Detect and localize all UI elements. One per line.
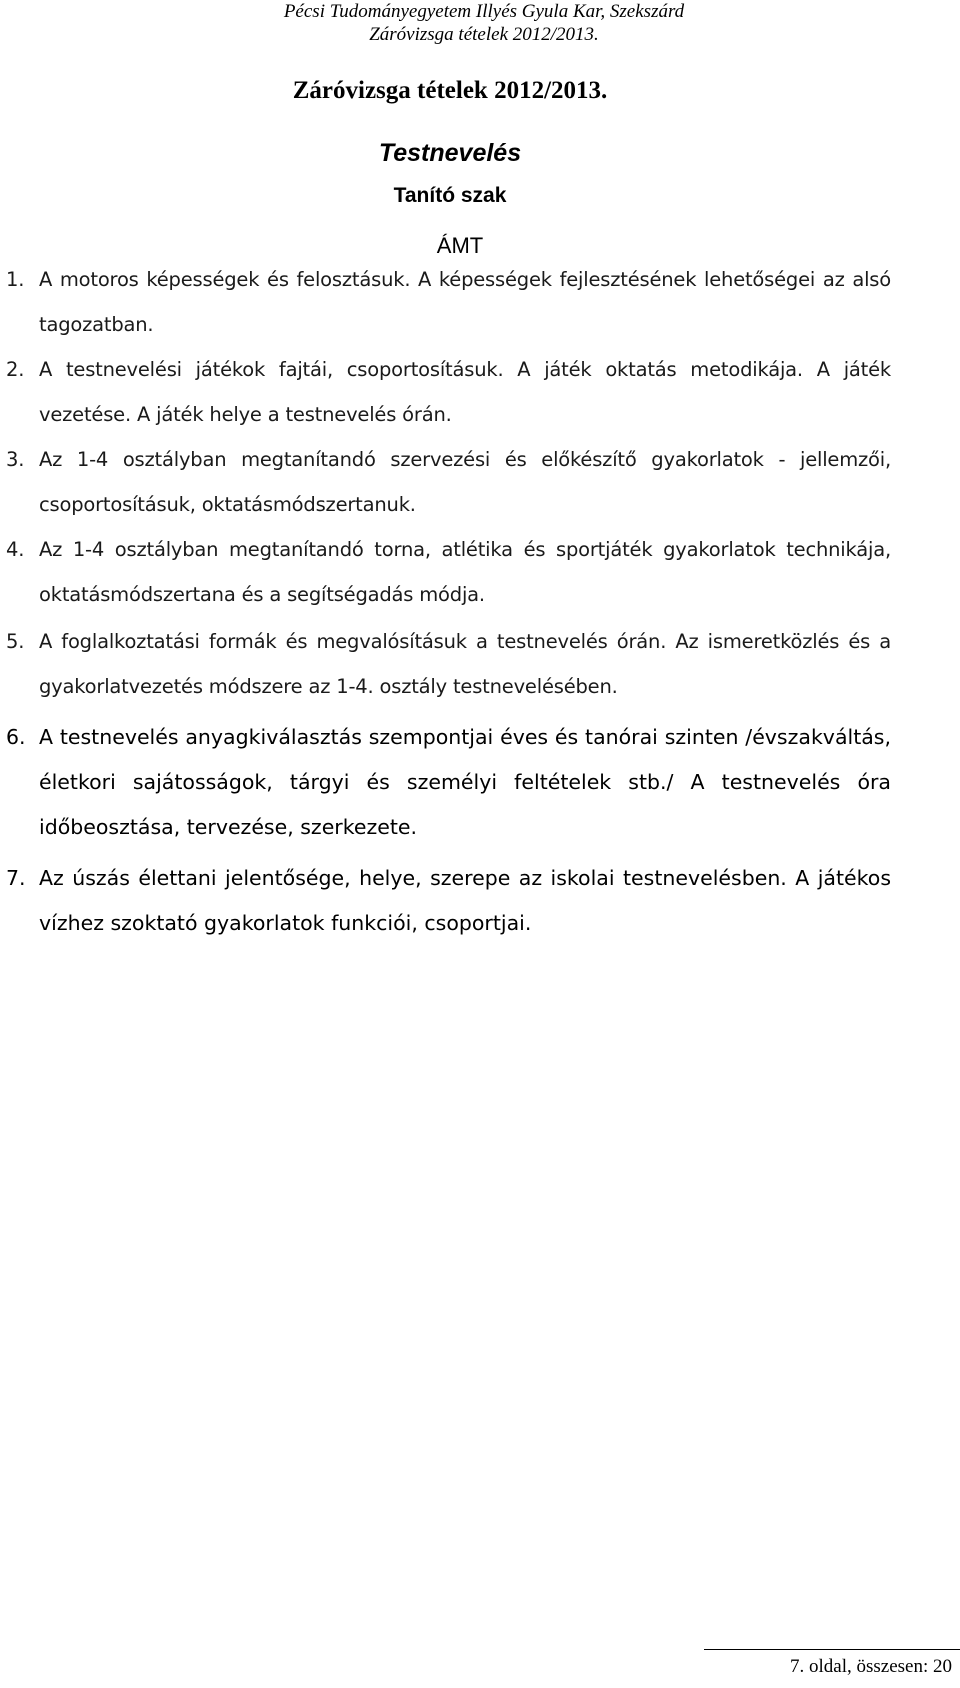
- topic-number: 3.: [6, 448, 25, 471]
- topic-text: A foglalkoztatási formák és megvalósításuk a testnevelés órán. Az ismeretközlés és a gyakorlatvezetés módszere az 1-4. osztály testnevelésében.: [39, 630, 891, 698]
- page-number: 7. oldal, összesen: 20: [789, 1656, 952, 1677]
- topic-number: 7.: [6, 866, 26, 890]
- topic-number: 4.: [6, 538, 25, 561]
- footer-divider: [704, 1649, 960, 1650]
- topic-number: 1.: [6, 268, 25, 291]
- topic-number: 6.: [6, 725, 26, 749]
- running-header: [0, 0, 960, 46]
- header-institution: Pécsi Tudományegyetem Illyés Gyula Kar, Szekszárd: [283, 1, 685, 22]
- subject-title: Testnevelés: [378, 139, 522, 167]
- topic-text: Az 1-4 osztályban megtanítandó szervezési és előkészítő gyakorlatok - jellemzői, csoportosításuk, oktatásmódszertanuk.: [39, 448, 891, 516]
- topic-item: [6, 347, 891, 437]
- page-title: Záróvizsga tételek 2012/2013.: [292, 77, 608, 104]
- topic-number: 5.: [6, 630, 25, 653]
- topic-list: [6, 257, 891, 946]
- header-document: Záróvizsga tételek 2012/2013.: [369, 24, 599, 45]
- program-name: Tanító szak: [393, 184, 507, 207]
- page-footer: [700, 1655, 960, 1679]
- topic-item: [6, 856, 891, 946]
- topic-item: [6, 527, 891, 617]
- topic-item: [6, 257, 891, 347]
- topic-text: A motoros képességek és felosztásuk. A képességek fejlesztésének lehetőségei az alsó tagozatban.: [39, 268, 891, 336]
- topic-text: Az 1-4 osztályban megtanítandó torna, atlétika és sportjáték gyakorlatok technikája, oktatásmódszertana és a segítségadás módja.: [39, 538, 891, 606]
- topic-number: 2.: [6, 358, 25, 381]
- level-label: ÁMT: [436, 233, 484, 258]
- topic-text: Az úszás élettani jelentősége, helye, szerepe az iskolai testnevelésben. A játékos vízhez szoktató gyakorlatok funkciói, csoportjai.: [39, 866, 891, 935]
- topic-item: [6, 619, 891, 709]
- topic-item: [6, 437, 891, 527]
- topic-text: A testnevelés anyagkiválasztás szempontjai éves és tanórai szinten /évszakváltás, életkori sajátosságok, tárgyi és személyi feltételek stb./ A testnevelés óra időbeosztása, tervezése, szerkezete.: [39, 725, 891, 839]
- topic-text: A testnevelési játékok fajtái, csoportosításuk. A játék oktatás metodikája. A játék vezetése. A játék helye a testnevelés órán.: [39, 358, 891, 426]
- topic-item: [6, 715, 891, 850]
